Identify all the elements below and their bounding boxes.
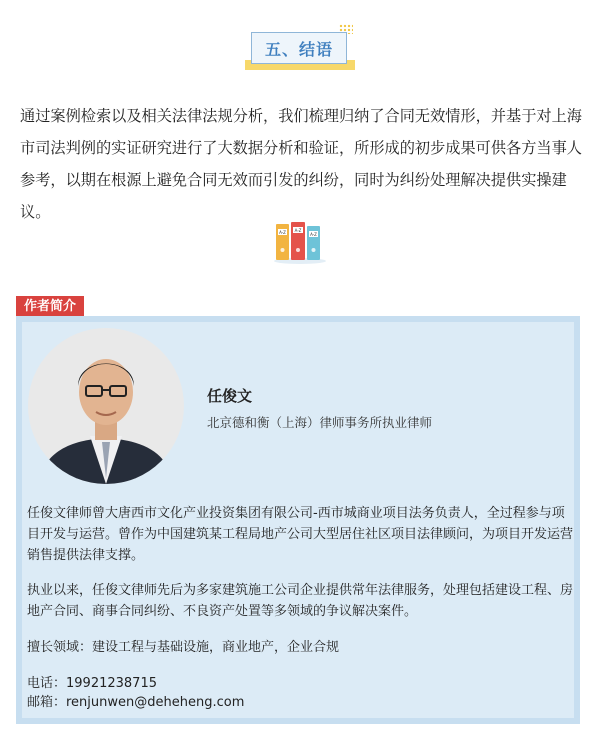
contact-phone: 电话：19921238715 — [27, 676, 157, 691]
intro-paragraph: 通过案例检索以及相关法律法规分析，我们梳理归纳了合同无效情形，并基于对上海市司法判例的实证研究进行了大数据分析和验证，所形成的初步成果可供各方当事人参考，以期在根源上避免合同无效而引发的纠纷，同时为纠纷处理解决提供实操建议。 — [20, 107, 582, 221]
binder-label: A-Z — [310, 232, 317, 237]
binders-icon — [272, 218, 328, 264]
bio-paragraph: 任俊文律师曾大唐西市文化产业投资集团有限公司-西市城商业项目法务负责人，全过程参与项目开发与运营。曾作为中国建筑某工程局地产公司大型居住社区项目法律顾问，为项目开发运营销售提供法律支撑。 — [27, 506, 574, 563]
contact-email: 邮箱：renjunwen@deheheng.com — [27, 695, 245, 710]
author-profile-tag: 作者简介 — [16, 296, 84, 317]
section-title: 五、结语 — [251, 32, 347, 64]
binder-label: A-Z — [279, 230, 286, 235]
binder-label: A-Z — [294, 228, 302, 233]
expertise-line: 擅长领域：建设工程与基础设施，商业地产，企业合规 — [27, 640, 340, 655]
author-name: 任俊文 — [207, 387, 253, 405]
author-photo — [28, 328, 184, 484]
author-title: 北京德和衡（上海）律师事务所执业律师 — [207, 415, 433, 430]
section-heading — [245, 22, 355, 70]
bio-paragraph: 执业以来，任俊文律师先后为多家建筑施工公司企业提供常年法律服务，处理包括建设工程、房地产合同、商事合同纠纷、不良资产处置等多领域的争议解决案件。 — [27, 583, 574, 619]
